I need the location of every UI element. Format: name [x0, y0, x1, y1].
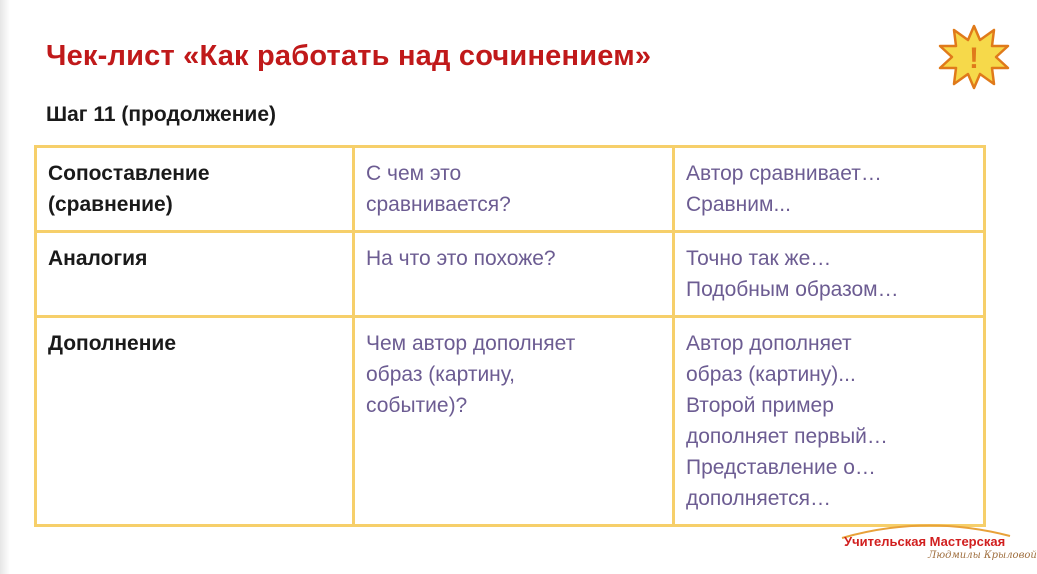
term-text: Аналогия [48, 247, 148, 270]
question-cell [354, 317, 674, 526]
phrases-text: Автор сравнивает… Сравним... [686, 162, 882, 216]
question-cell [354, 232, 674, 317]
exclamation-burst-icon [938, 24, 1010, 90]
slide-title: Чек-лист «Как работать над сочинением» [46, 40, 652, 72]
question-cell [354, 147, 674, 232]
logo-main-text: Учительская Мастерская [844, 534, 1006, 549]
table-row [36, 317, 985, 526]
question-text: На что это похоже? [366, 247, 556, 270]
term-cell [36, 147, 354, 232]
phrases-text: Автор дополняет образ (картину)... Второй пример дополняет первый… Представление о… дополняется… [686, 332, 888, 510]
phrases-text: Точно так же… Подобным образом… [686, 247, 899, 301]
term-cell [36, 232, 354, 317]
logo-sub-text: Людмилы Крыловой [928, 550, 1037, 561]
svg-text:!: ! [969, 42, 979, 75]
phrases-cell [674, 317, 985, 526]
term-text: Сопоставление (сравнение) [48, 162, 210, 216]
term-cell [36, 317, 354, 526]
question-text: С чем это сравнивается? [366, 162, 511, 216]
slide-subtitle: Шаг 11 (продолжение) [46, 103, 276, 126]
phrases-cell [674, 232, 985, 317]
slide-left-edge [0, 0, 10, 574]
question-text: Чем автор дополняет образ (картину, событие)? [366, 332, 576, 417]
phrases-cell [674, 147, 985, 232]
term-text: Дополнение [48, 332, 177, 355]
publisher-logo [838, 520, 1037, 566]
table-row [36, 232, 985, 317]
checklist-table [34, 145, 986, 527]
table-row [36, 147, 985, 232]
